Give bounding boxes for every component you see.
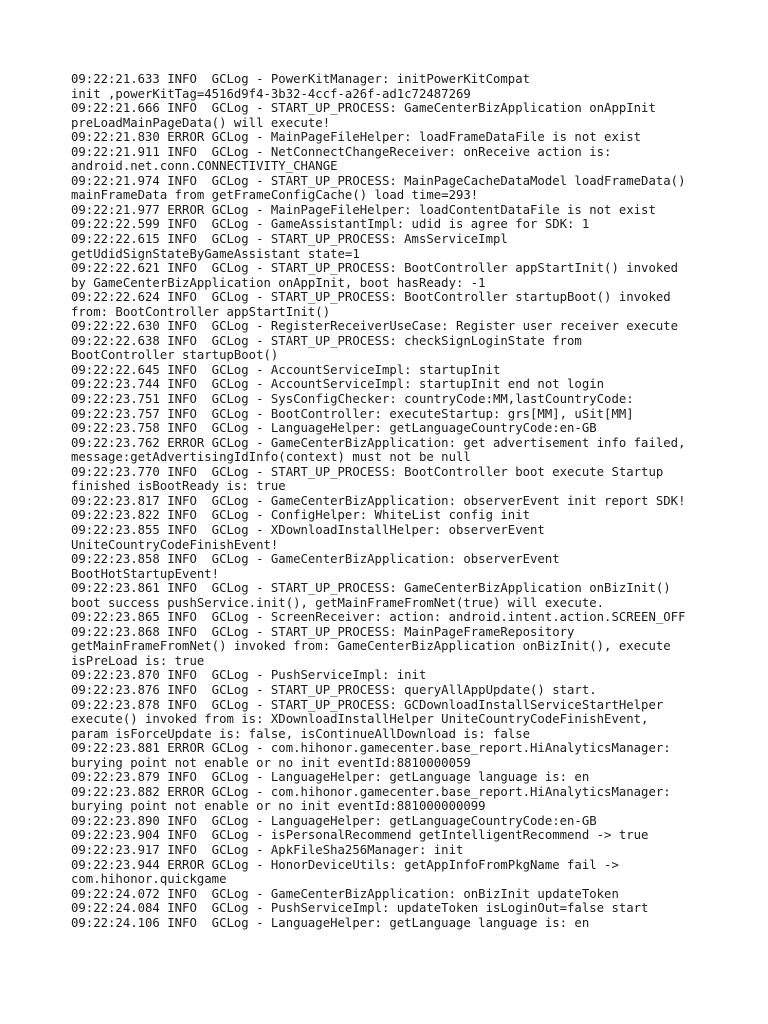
log-line: 09:22:23.944 ERROR GCLog - HonorDeviceUtils: getAppInfoFromPkgName fail -> — [71, 857, 619, 872]
log-line: 09:22:23.858 INFO GCLog - GameCenterBizApplication: observerEvent — [71, 552, 560, 567]
log-line: message:getAdvertisingIdInfo(context) must not be null — [71, 450, 471, 465]
log-line: BootHotStartupEvent! — [71, 566, 220, 581]
log-line: 09:22:22.599 INFO GCLog - GameAssistantImpl: udid is agree for SDK: 1 — [71, 217, 590, 232]
log-line: burying point not enable or no init eventId:8810000059 — [71, 755, 471, 770]
log-line: 09:22:21.633 INFO GCLog - PowerKitManager: initPowerKitCompat — [71, 72, 531, 86]
log-line: 09:22:23.865 INFO GCLog - ScreenReceiver: action: android.intent.action.SCREEN_OFF — [71, 610, 686, 625]
log-line: BootController startupBoot() — [71, 348, 279, 363]
log-line: 09:22:23.751 INFO GCLog - SysConfigChecker: countryCode:MM,lastCountryCode: — [71, 392, 634, 407]
log-line: UniteCountryCodeFinishEvent! — [71, 537, 279, 552]
log-line: com.hihonor.quickgame — [71, 872, 227, 887]
log-line: boot success pushService.init(), getMainFrameFromNet(true) will execute. — [71, 595, 605, 610]
log-line: 09:22:23.868 INFO GCLog - START_UP_PROCESS: MainPageFrameRepository — [71, 624, 575, 639]
log-text-block — [71, 72, 711, 930]
log-line: 09:22:23.822 INFO GCLog - ConfigHelper: WhiteList config init — [71, 508, 531, 523]
log-line: mainFrameData from getFrameConfigCache() load time=293! — [71, 188, 479, 203]
log-line: 09:22:22.615 INFO GCLog - START_UP_PROCESS: AmsServiceImpl — [71, 232, 508, 247]
log-line: 09:22:24.072 INFO GCLog - GameCenterBizApplication: onBizInit updateToken — [71, 886, 619, 901]
log-line: 09:22:23.870 INFO GCLog - PushServiceImpl: init — [71, 668, 427, 683]
log-line: 09:22:24.084 INFO GCLog - PushServiceImpl: updateToken isLoginOut=false start — [71, 901, 649, 916]
log-line: 09:22:23.890 INFO GCLog - LanguageHelper: getLanguageCountryCode:en-GB — [71, 813, 597, 828]
log-line: 09:22:23.881 ERROR GCLog - com.hihonor.gamecenter.base_report.HiAnalyticsManager: — [71, 741, 671, 756]
log-line: getMainFrameFromNet() invoked from: GameCenterBizApplication onBizInit(), execute — [71, 639, 671, 654]
log-line: 09:22:23.904 INFO GCLog - isPersonalRecommend getIntelligentRecommend -> true — [71, 828, 649, 843]
log-line: 09:22:22.645 INFO GCLog - AccountServiceImpl: startupInit — [71, 362, 501, 377]
log-line: burying point not enable or no init eventId:881000000099 — [71, 799, 486, 814]
log-line: 09:22:23.882 ERROR GCLog - com.hihonor.gamecenter.base_report.HiAnalyticsManager: — [71, 784, 671, 799]
log-line: 09:22:23.770 INFO GCLog - START_UP_PROCESS: BootController boot execute Startup — [71, 464, 664, 479]
log-line: execute() invoked from is: XDownloadInstallHelper UniteCountryCodeFinishEvent, — [71, 712, 649, 727]
log-line: 09:22:21.977 ERROR GCLog - MainPageFileHelper: loadContentDataFile is not exist — [71, 202, 656, 217]
log-line: 09:22:23.878 INFO GCLog - START_UP_PROCESS: GCDownloadInstallServiceStartHelper — [71, 697, 664, 712]
log-line: 09:22:21.666 INFO GCLog - START_UP_PROCESS: GameCenterBizApplication onAppInit — [71, 101, 656, 116]
log-line: 09:22:23.876 INFO GCLog - START_UP_PROCESS: queryAllAppUpdate() start. — [71, 682, 597, 697]
log-line: 09:22:22.638 INFO GCLog - START_UP_PROCESS: checkSignLoginState from — [71, 333, 582, 348]
log-line: 09:22:23.817 INFO GCLog - GameCenterBizApplication: observerEvent init report SDK! — [71, 493, 686, 508]
log-line: 09:22:21.974 INFO GCLog - START_UP_PROCESS: MainPageCacheDataModel loadFrameData() — [71, 173, 686, 188]
log-line: finished isBootReady is: true — [71, 479, 286, 494]
log-line: 09:22:23.744 INFO GCLog - AccountServiceImpl: startupInit end not login — [71, 377, 605, 392]
log-line: android.net.conn.CONNECTIVITY_CHANGE — [71, 159, 338, 174]
log-line: 09:22:21.911 INFO GCLog - NetConnectChangeReceiver: onReceive action is: — [71, 144, 612, 159]
log-line: 09:22:24.106 INFO GCLog - LanguageHelper: getLanguage language is: en — [71, 915, 590, 930]
log-line: 09:22:23.855 INFO GCLog - XDownloadInstallHelper: observerEvent — [71, 522, 545, 537]
log-line: 09:22:23.762 ERROR GCLog - GameCenterBizApplication: get advertisement info failed, — [71, 435, 686, 450]
log-line: 09:22:23.758 INFO GCLog - LanguageHelper: getLanguageCountryCode:en-GB — [71, 421, 597, 436]
log-line: 09:22:23.879 INFO GCLog - LanguageHelper: getLanguage language is: en — [71, 770, 590, 785]
log-line: 09:22:22.621 INFO GCLog - START_UP_PROCESS: BootController appStartInit() invoked — [71, 261, 679, 276]
log-line: preLoadMainPageData() will execute! — [71, 115, 331, 130]
log-line: 09:22:21.830 ERROR GCLog - MainPageFileHelper: loadFrameDataFile is not exist — [71, 130, 642, 145]
log-line: 09:22:23.757 INFO GCLog - BootController: executeStartup: grs[MM], uSit[MM] — [71, 406, 634, 421]
log-line: isPreLoad is: true — [71, 653, 205, 668]
log-line: param isForceUpdate is: false, isContinueAllDownload is: false — [71, 726, 531, 741]
log-line: 09:22:22.630 INFO GCLog - RegisterReceiverUseCase: Register user receiver execute — [71, 319, 679, 334]
log-line: 09:22:22.624 INFO GCLog - START_UP_PROCESS: BootController startupBoot() invoked — [71, 290, 671, 305]
log-line: 09:22:23.917 INFO GCLog - ApkFileSha256Manager: init — [71, 842, 464, 857]
log-line: init ,powerKitTag=4516d9f4-3b32-4ccf-a26f-ad1c72487269 — [71, 86, 471, 101]
log-line: getUdidSignStateByGameAssistant state=1 — [71, 246, 360, 261]
log-line: from: BootController appStartInit() — [71, 304, 331, 319]
log-line: by GameCenterBizApplication onAppInit, boot hasReady: -1 — [71, 275, 486, 290]
log-line: 09:22:23.861 INFO GCLog - START_UP_PROCESS: GameCenterBizApplication onBizInit() — [71, 581, 671, 596]
